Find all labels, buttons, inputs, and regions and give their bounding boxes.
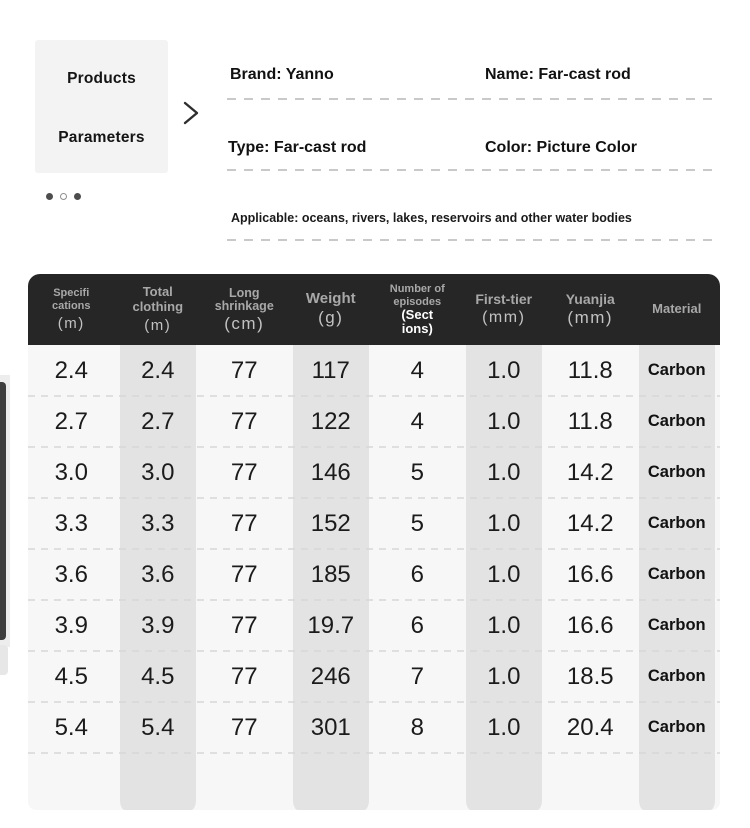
table-cell: 3.9 [54, 611, 88, 639]
table-cell: 16.6 [566, 611, 614, 639]
table-cell: 14.2 [566, 509, 614, 537]
table-cell: 5 [410, 458, 424, 486]
row-separator [28, 497, 720, 499]
table-cell: Carbon [647, 565, 706, 583]
table-cell: Carbon [647, 616, 706, 634]
table-cell: Carbon [647, 514, 706, 532]
column-header [115, 274, 202, 345]
column-header-text: clothing [132, 298, 184, 314]
table-cell: 3.9 [141, 611, 175, 639]
column-header-unit: (m) [144, 317, 172, 334]
table-cell: 4.5 [54, 662, 88, 690]
table-cell: 146 [310, 458, 351, 486]
nav-tab-products[interactable]: Products [67, 70, 136, 87]
carousel-dot[interactable] [46, 193, 53, 200]
table-cell: 301 [310, 713, 351, 741]
table-header-row [28, 274, 720, 345]
column-header-text: Yuanjia [565, 291, 615, 308]
carousel-dot[interactable] [74, 193, 81, 200]
table-cell: 1.0 [487, 662, 521, 690]
table-cell: 1.0 [487, 560, 521, 588]
table-cell: 77 [230, 407, 258, 435]
divider [227, 239, 717, 241]
row-separator [28, 650, 720, 652]
column-header-text: Total [142, 284, 173, 299]
column-header-text: Material [652, 301, 702, 317]
table-cell: 5.4 [54, 713, 88, 741]
divider [227, 98, 717, 100]
carousel-dots[interactable] [46, 193, 81, 200]
nav-tab-parameters[interactable]: Parameters [58, 129, 145, 146]
table-cell: 2.4 [54, 356, 88, 384]
left-edge-rod-fragment [0, 382, 6, 640]
table-cell: 8 [410, 713, 424, 741]
table-cell: 16.6 [566, 560, 614, 588]
table-cell: 3.0 [54, 458, 88, 486]
name-field: Name: Far-cast rod [485, 66, 631, 83]
color-field: Color: Picture Color [485, 139, 638, 156]
column-header-text: Long shrinkage [214, 286, 274, 313]
table-cell: 6 [410, 611, 424, 639]
table-column [288, 345, 375, 810]
column-header-unit: (m) [57, 315, 85, 332]
column-header [461, 274, 548, 345]
table-column [461, 345, 548, 810]
column-header-unit: (cm) [224, 314, 265, 333]
column-header-text: Number of [389, 283, 445, 295]
column-header-text: cations [51, 299, 91, 312]
row-separator [28, 395, 720, 397]
table-cell: 3.0 [141, 458, 175, 486]
brand-field: Brand: Yanno [230, 66, 334, 83]
left-edge-stub [0, 645, 8, 675]
column-header-subtext: ions) [401, 321, 433, 336]
column-header [201, 274, 288, 345]
row-separator [28, 752, 720, 754]
table-cell: 6 [410, 560, 424, 588]
table-cell: 20.4 [566, 713, 614, 741]
table-cell: 4 [410, 356, 424, 384]
column-header-text: Specifi [53, 287, 90, 299]
row-separator [28, 548, 720, 550]
row-separator [28, 701, 720, 703]
table-cell: Carbon [647, 463, 706, 481]
row-separator [28, 599, 720, 601]
table-column [201, 345, 288, 810]
table-cell: 3.3 [54, 509, 88, 537]
table-cell: 2.4 [141, 356, 175, 384]
table-cell: 11.8 [567, 356, 613, 384]
applicable-field: Applicable: oceans, rivers, lakes, reservoirs and other water bodies [231, 211, 632, 225]
column-header-text: Weight [305, 290, 356, 308]
column-header-text: episodes [393, 295, 442, 308]
table-cell: 152 [310, 509, 351, 537]
column-header [28, 274, 115, 345]
table-cell: 2.7 [141, 407, 175, 435]
table-cell: 1.0 [487, 458, 521, 486]
table-cell: 3.3 [141, 509, 175, 537]
table-column [115, 345, 202, 810]
column-header [634, 274, 721, 345]
table-cell: 4 [410, 407, 424, 435]
table-column [634, 345, 721, 810]
table-cell: 1.0 [487, 509, 521, 537]
spec-table [28, 274, 720, 810]
table-body [28, 345, 720, 810]
table-cell: 77 [230, 560, 258, 588]
table-cell: 3.6 [141, 560, 175, 588]
table-cell: 77 [230, 713, 258, 741]
table-column [374, 345, 461, 810]
table-cell: Carbon [647, 412, 706, 430]
table-cell: 1.0 [487, 407, 521, 435]
column-header [374, 274, 461, 345]
table-cell: 246 [310, 662, 351, 690]
table-cell: 4.5 [141, 662, 175, 690]
column-header-unit: (g) [318, 307, 344, 327]
table-cell: 18.5 [566, 662, 614, 690]
table-cell: 77 [230, 458, 258, 486]
table-cell: 117 [311, 356, 350, 384]
column-header [547, 274, 634, 345]
table-cell: 77 [230, 611, 258, 639]
table-cell: 77 [230, 662, 258, 690]
table-cell: 19.7 [307, 611, 355, 639]
chevron-right-icon[interactable] [180, 100, 202, 126]
column-header [288, 274, 375, 345]
table-column [28, 345, 115, 810]
table-cell: 5 [410, 509, 424, 537]
table-cell: Carbon [647, 361, 706, 379]
table-cell: 1.0 [487, 611, 521, 639]
column-header-unit: (mm) [482, 308, 526, 326]
table-cell: 122 [310, 407, 351, 435]
table-cell: 3.6 [54, 560, 88, 588]
table-cell: 185 [310, 560, 351, 588]
table-column [547, 345, 634, 810]
table-cell: Carbon [647, 718, 706, 736]
table-cell: 1.0 [487, 713, 521, 741]
nav-box [35, 40, 168, 173]
table-cell: Carbon [647, 667, 706, 685]
column-header-text: First-tier [475, 291, 533, 308]
table-cell: 77 [230, 509, 258, 537]
column-header-unit: (mm) [567, 307, 614, 327]
table-cell: 14.2 [566, 458, 614, 486]
table-cell: 5.4 [141, 713, 175, 741]
type-field: Type: Far-cast rod [228, 139, 367, 156]
table-cell: 1.0 [487, 356, 521, 384]
column-header-subtext: (Sect [401, 307, 434, 322]
carousel-dot[interactable] [60, 193, 67, 200]
table-cell: 2.7 [54, 407, 88, 435]
table-cell: 11.8 [567, 407, 613, 435]
table-cell: 77 [230, 356, 258, 384]
divider [227, 169, 717, 171]
table-cell: 7 [410, 662, 424, 690]
row-separator [28, 446, 720, 448]
